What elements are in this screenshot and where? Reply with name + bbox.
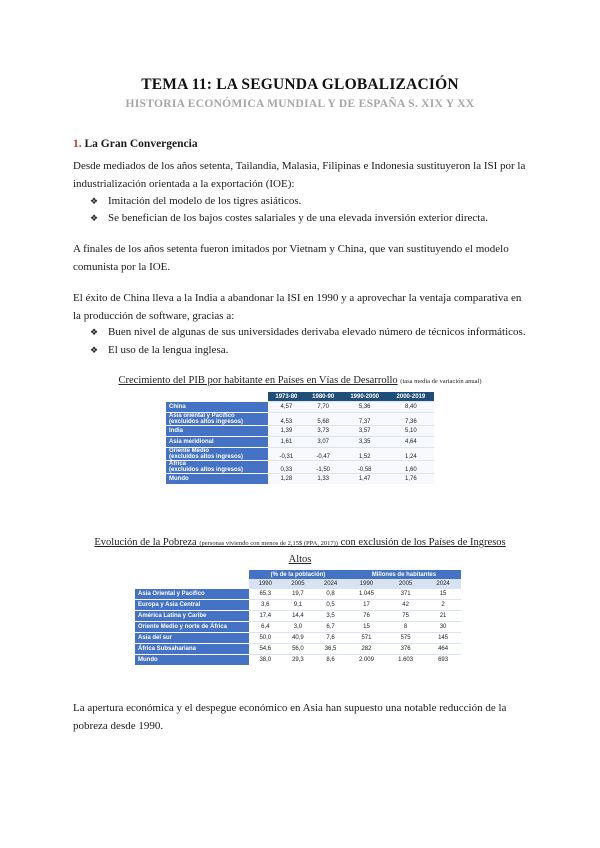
table-cell: 4,57 xyxy=(268,402,305,413)
table-cell: 4,64 xyxy=(388,437,434,448)
row-label: América Latina y Caribe xyxy=(135,611,249,622)
table-cell: 5,68 xyxy=(305,413,342,426)
table-cell: 2 xyxy=(425,600,461,611)
table-cell: 282 xyxy=(347,644,386,655)
table-cell: 56,0 xyxy=(282,644,315,655)
table-cell: 1,52 xyxy=(342,448,388,461)
table-cell: 17,4 xyxy=(249,611,282,622)
bullet-item: ❖ Se benefician de los bajos costes salariales y de una elevada inversión exterior directa. xyxy=(90,212,488,224)
table2-caption-note: (personas viviendo con menos de 2,15$ (PPA, 2017)) xyxy=(199,540,338,547)
row-label: África (excluidos altos ingresos) xyxy=(166,461,268,474)
table-cell: 1,24 xyxy=(388,448,434,461)
row-label: Europa y Asia Central xyxy=(135,600,249,611)
table-row xyxy=(166,413,434,426)
table-cell: 3,35 xyxy=(342,437,388,448)
bullet-item: ❖ El uso de la lengua inglesa. xyxy=(90,344,229,356)
table-cell: 0,5 xyxy=(314,600,347,611)
table-cell: 145 xyxy=(425,633,461,644)
table-cell: 6,4 xyxy=(249,622,282,633)
table-cell: 21 xyxy=(425,611,461,622)
paragraph-1: Desde mediados de los años setenta, Tailandia, Malasia, Filipinas e Indonesia sustituyeron la ISI por la industrialización orientada a la exportación (IOE): xyxy=(73,160,526,190)
row-label: Oriente Medio (excluidos altos ingresos) xyxy=(166,448,268,461)
year-header: 1990 xyxy=(347,579,386,589)
column-header: 1980-90 xyxy=(305,392,342,402)
table-cell: 8 xyxy=(386,622,425,633)
row-label: Asia meridional xyxy=(166,437,268,448)
page-subtitle: HISTORIA ECONÓMICA MUNDIAL Y DE ESPAÑA S. XIX Y XX xyxy=(125,98,475,110)
table-header-row xyxy=(166,392,434,402)
section-heading xyxy=(73,138,198,150)
table-row xyxy=(166,437,434,448)
row-label: Mundo xyxy=(135,655,249,666)
table-cell: 5,10 xyxy=(388,426,434,437)
table-cell: 1,76 xyxy=(388,474,434,485)
table-cell: 14,4 xyxy=(282,611,315,622)
paragraph-2: A finales de los años setenta fueron imitados por Vietnam y China, que van sustituyendo el modelo comunista por la IOE. xyxy=(73,243,509,273)
table-cell: 1,60 xyxy=(388,461,434,474)
table1-caption-note: (tasa media de variación anual) xyxy=(400,378,482,385)
table-cell: 15 xyxy=(425,589,461,600)
table-row xyxy=(166,402,434,413)
table-cell: 76 xyxy=(347,611,386,622)
table-cell: 3,57 xyxy=(342,426,388,437)
closing-paragraph: La apertura económica y el despegue económico en Asia han supuesto una notable reducción de la pobreza desde 1990. xyxy=(73,702,507,732)
table2-caption: Evolución de la Pobreza (personas viviendo con menos de 2,15$ (PPA, 2017)) con exclusión de los Países de Ingresos xyxy=(94,537,506,548)
table-cell: 5,36 xyxy=(342,402,388,413)
table-row xyxy=(166,474,434,485)
row-label: India xyxy=(166,426,268,437)
table-cell: 29,3 xyxy=(282,655,315,666)
table-cell: 19,7 xyxy=(282,589,315,600)
table-row xyxy=(135,611,461,622)
table2-caption-cont: Altos xyxy=(288,554,312,565)
table-cell: 1.045 xyxy=(347,589,386,600)
row-label: China xyxy=(166,402,268,413)
section-number: 1. xyxy=(73,138,82,150)
row-label: Asia oriental y Pacífico (excluidos altos ingresos) xyxy=(166,413,268,426)
table-cell: 1,39 xyxy=(268,426,305,437)
table-row xyxy=(166,461,434,474)
bullet-diamond-icon: ❖ xyxy=(90,196,99,206)
table-cell: 3,0 xyxy=(282,622,315,633)
table-cell: 8,6 xyxy=(314,655,347,666)
table-cell: 7,70 xyxy=(305,402,342,413)
table-cell: 1,47 xyxy=(342,474,388,485)
row-label: Asia del sur xyxy=(135,633,249,644)
column-header: 1973-80 xyxy=(268,392,305,402)
table-cell: 1,33 xyxy=(305,474,342,485)
table-row xyxy=(135,655,461,666)
table-cell: 4,53 xyxy=(268,413,305,426)
table-cell: 1,61 xyxy=(268,437,305,448)
table-cell: 38,0 xyxy=(249,655,282,666)
year-header: 2005 xyxy=(282,579,315,589)
table-cell: 3,6 xyxy=(249,600,282,611)
table-cell: 0,33 xyxy=(268,461,305,474)
table-cell: 65,3 xyxy=(249,589,282,600)
table-cell: 6,7 xyxy=(314,622,347,633)
year-header: 2024 xyxy=(425,579,461,589)
year-header: 2024 xyxy=(314,579,347,589)
bullet-diamond-icon: ❖ xyxy=(90,327,99,337)
year-header: 1990 xyxy=(249,579,282,589)
table-cell: 3,5 xyxy=(314,611,347,622)
table-cell: 15 xyxy=(347,622,386,633)
table-cell: 575 xyxy=(386,633,425,644)
table-row xyxy=(166,426,434,437)
table-cell: -1,50 xyxy=(305,461,342,474)
table-cell: 1,28 xyxy=(268,474,305,485)
table-cell: -0,58 xyxy=(342,461,388,474)
row-label: Asia Oriental y Pacífico xyxy=(135,589,249,600)
table-row xyxy=(135,622,461,633)
table-cell: 42 xyxy=(386,600,425,611)
table-group-header-row xyxy=(135,570,461,579)
table-cell: 2.009 xyxy=(347,655,386,666)
table-cell: 3,73 xyxy=(305,426,342,437)
table-cell: 36,5 xyxy=(314,644,347,655)
table-cell: 54,6 xyxy=(249,644,282,655)
table-year-row xyxy=(135,579,461,589)
bullet-diamond-icon: ❖ xyxy=(90,345,99,355)
column-header: 1990-2000 xyxy=(342,392,388,402)
bullet-item: ❖ Buen nivel de algunas de sus universidades derivaba elevado número de técnicos informáticos. xyxy=(90,326,526,338)
table-cell: 75 xyxy=(386,611,425,622)
table1-caption: Crecimiento del PIB por habitante en Países en Vías de Desarrollo (tasa media de variación anual) xyxy=(118,375,482,386)
table-cell: 0,8 xyxy=(314,589,347,600)
table-cell: 7,36 xyxy=(388,413,434,426)
bullet-diamond-icon: ❖ xyxy=(90,213,99,223)
table-cell: 17 xyxy=(347,600,386,611)
page-title: TEMA 11: LA SEGUNDA GLOBALIZACIÓN xyxy=(141,76,459,93)
table-row xyxy=(166,448,434,461)
year-header: 2005 xyxy=(386,579,425,589)
table-cell: 30 xyxy=(425,622,461,633)
table-cell: 7,6 xyxy=(314,633,347,644)
gdp-growth-table xyxy=(166,392,434,484)
table-cell: -0,31 xyxy=(268,448,305,461)
table-cell: 50,0 xyxy=(249,633,282,644)
table-cell: 7,37 xyxy=(342,413,388,426)
column-header: 2000-2019 xyxy=(388,392,434,402)
table-cell: 464 xyxy=(425,644,461,655)
row-label: Oriente Medio y norte de África xyxy=(135,622,249,633)
table-cell: 376 xyxy=(386,644,425,655)
table-cell: 3,07 xyxy=(305,437,342,448)
group-header-millions: Millones de habitantes xyxy=(347,570,461,579)
group-header-percent: (% de la población) xyxy=(249,570,347,579)
table-cell: 40,9 xyxy=(282,633,315,644)
table-row xyxy=(135,589,461,600)
table-cell: 8,40 xyxy=(388,402,434,413)
table-row xyxy=(135,600,461,611)
paragraph-3: El éxito de China lleva a la India a abandonar la ISI en 1990 y a aprovechar la ventaja comparativa en la producción de software, gracias a: xyxy=(73,292,522,322)
table-cell: 9,1 xyxy=(282,600,315,611)
bullet-item: ❖ Imitación del modelo de los tigres asiáticos. xyxy=(90,195,302,207)
table-cell: -0,47 xyxy=(305,448,342,461)
section-title: La Gran Convergencia xyxy=(84,138,198,150)
table-cell: 1.603 xyxy=(386,655,425,666)
poverty-table xyxy=(135,570,461,665)
table-cell: 693 xyxy=(425,655,461,666)
table-cell: 571 xyxy=(347,633,386,644)
row-label: África Subsahariana xyxy=(135,644,249,655)
table-row xyxy=(135,633,461,644)
row-label: Mundo xyxy=(166,474,268,485)
table-cell: 371 xyxy=(386,589,425,600)
table-row xyxy=(135,644,461,655)
